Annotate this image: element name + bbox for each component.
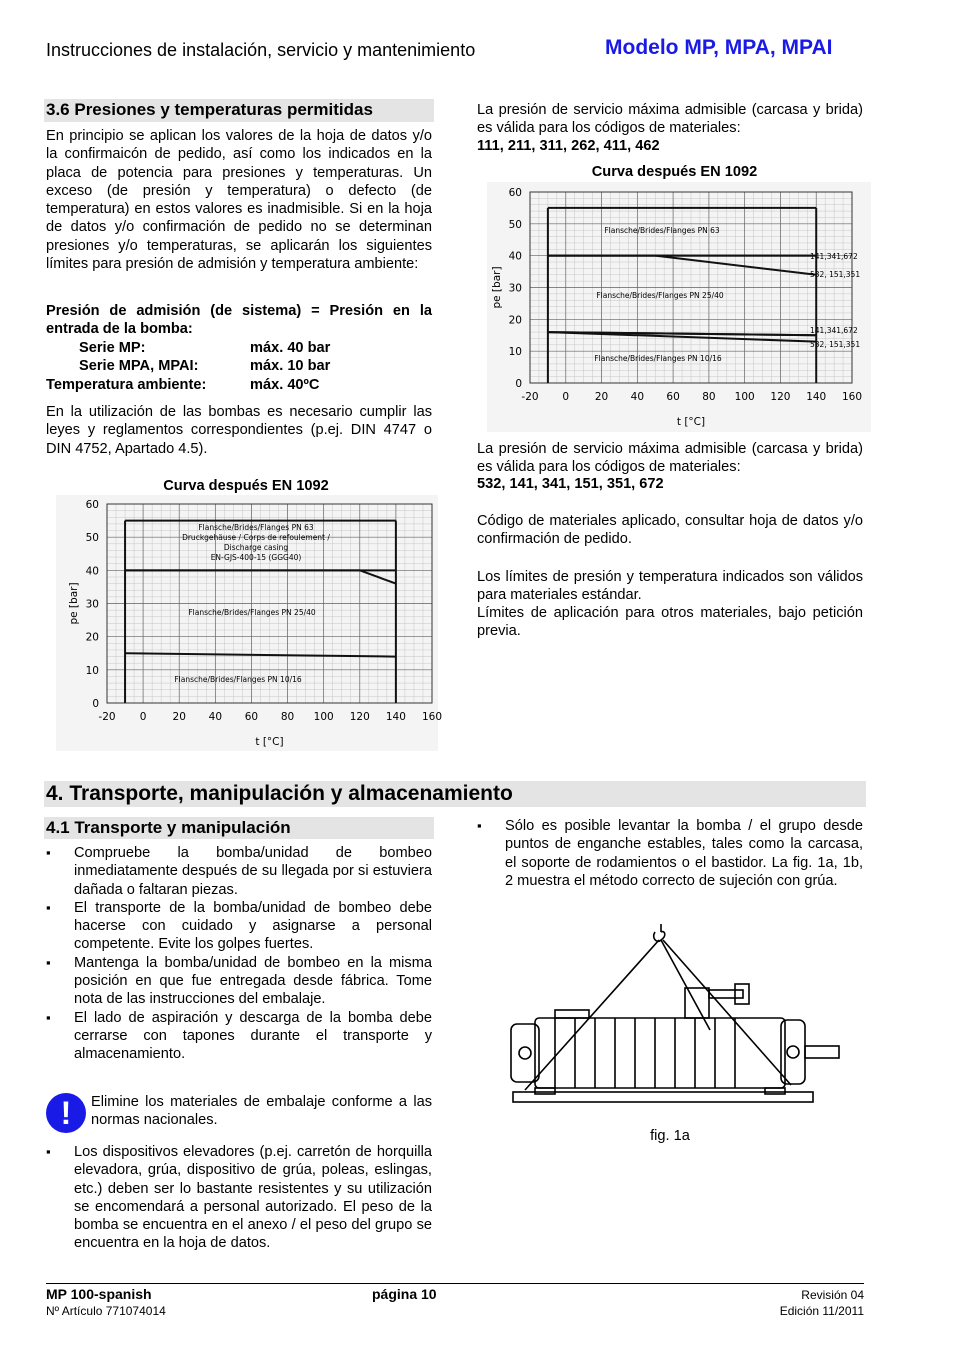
series-label: Discharge casing [223,543,289,552]
right-paragraph-3: Código de materiales aplicado, consultar hoja de datos y/o confirmación de pedido. [477,513,863,548]
right-paragraph-2: La presión de servicio máxima admisible (carcasa y brida) es válida para los códigos de materiales: [477,441,863,476]
series-label: Flansche/Brides/Flanges PN 10/16 [174,675,302,684]
chart2-title: Curva después EN 1092 [591,164,758,180]
x-tick-label: 160 [421,711,443,723]
series-label: 532, 151,351 [810,340,861,349]
series-label: Flansche/Brides/Flanges PN 25/40 [596,291,724,300]
list-item: ▪ Sólo es posible levantar la bomba / el grupo desde puntos de enganche estables, tales como la carcasa, el soporte de rodamientos o el bastidor. La fig. 1a, 1b, 2 muestra el método correcto de sujeción con grúa. [477,817,863,890]
transport-bullets-2 [46,1143,432,1253]
y-tick-label: 40 [85,565,99,578]
x-tick-label: 20 [172,711,186,723]
limit-value: máx. 40 bar [250,340,331,356]
x-tick-label: 60 [244,711,259,723]
right-paragraph-1: La presión de servicio máxima admisible (carcasa y brida) es válida para los códigos de materiales: [477,102,863,137]
x-tick-label: 80 [702,391,716,403]
header-title: Instrucciones de instalación, servicio y mantenimiento [46,40,476,60]
series-label: Flansche/Brides/Flanges PN 10/16 [594,354,722,363]
warning-icon: ! [46,1093,86,1133]
series-label: Flansche/Brides/Flanges PN 63 [198,523,314,532]
admission-title: Presión de admisión (de sistema) = Presión en la entrada de la bomba: [46,303,432,338]
y-tick-label: 10 [85,664,99,677]
y-tick-label: 60 [508,187,522,199]
x-tick-label: 120 [349,711,370,723]
limit-row [46,376,432,394]
series-label: EN-GJS-400-15 (GGG40) [210,553,302,562]
header-model: Modelo MP, MPA, MPAI [605,36,833,59]
series-label: 532, 151,351 [810,270,861,279]
pump-crane-figure [495,920,845,1130]
list-item: ▪ El lado de aspiración y descarga de la bomba debe cerrarse con tapones durante el transporte y almacenamiento. [46,1009,432,1064]
footer-revision: Revisión 04 [801,1288,864,1302]
series-label: Flansche/Brides/Flanges PN 63 [604,226,720,235]
y-tick-label: 0 [92,698,99,710]
x-tick-label: 20 [594,391,609,403]
right-paragraph-5: Límites de aplicación para otros materiales, bajo petición previa. [477,605,863,640]
material-codes-2: 532, 141, 341, 151, 351, 672 [477,476,664,492]
limit-row [46,357,432,375]
footer-page: página 10 [372,1286,437,1302]
footer-article: Nº Artículo 771074014 [46,1304,166,1318]
series-label: Druckgehäuse / Corps de refoulement / [182,533,330,542]
x-axis-label: t [°C] [676,416,706,428]
list-item: ▪ Los dispositivos elevadores (p.ej. carretón de horquilla elevadora, grúa, dispositivo de grúa, poleas, eslingas, etc.) deben ser lo bastante resistentes y su utilización se encomendará a personal autorizado. El peso de la bomba se encuentra en el anexo / el peso del grupo se encuentra en la hoja de datos. [46,1143,432,1253]
x-tick-label: 140 [385,711,406,723]
x-tick-label: 100 [734,391,755,403]
limit-key: Serie MPA, MPAI: [79,358,199,375]
footer-divider [46,1283,864,1284]
right-paragraph-4: Los límites de presión y temperatura indicados son válidos para materiales estándar. [477,569,863,604]
limit-value: máx. 40ºC [250,376,320,393]
y-tick-label: 30 [85,598,99,611]
series-label: 141,341,672 [810,326,858,335]
footer-edition: Edición 11/2011 [779,1304,864,1318]
x-tick-label: 0 [139,711,147,723]
y-tick-label: 20 [508,314,522,327]
limit-key: Temperatura ambiente: [46,376,207,393]
x-tick-label: 0 [562,391,570,403]
x-tick-label: 60 [666,391,680,403]
y-tick-label: 0 [515,378,522,390]
y-tick-label: 50 [85,532,99,545]
y-axis-label: pe [bar] [491,266,503,309]
chart-1 [56,495,443,751]
x-tick-label: 40 [208,711,223,723]
y-tick-label: 10 [508,346,522,359]
x-tick-label: 80 [280,711,295,723]
x-tick-label: -20 [98,711,116,723]
x-tick-label: 160 [841,391,863,403]
x-tick-label: 120 [770,391,791,403]
limit-row [46,339,432,357]
x-tick-label: 40 [630,391,645,403]
limits-table [46,339,432,394]
y-tick-label: 40 [508,250,522,263]
y-tick-label: 60 [85,499,99,511]
y-tick-label: 30 [508,282,522,295]
list-item: ▪ El transporte de la bomba/unidad de bombeo debe hacerse con cuidado y asignarse a personal competente. Evite los golpes fuertes. [46,899,432,954]
limit-key: Serie MP: [79,340,146,356]
x-tick-label: 100 [313,711,334,723]
x-tick-label: -20 [521,391,539,403]
y-tick-label: 20 [85,631,99,644]
chart-2 [487,182,871,432]
limit-value: máx. 10 bar [250,358,331,375]
footer-doc: MP 100-spanish [46,1286,152,1302]
intro-paragraph: En principio se aplican los valores de la hoja de datos y/o la confirmaicón de pedido, así como los indicados en la placa de potencia para presiones y temperaturas. Un exceso (de presión y temperatura) o defecto (de temperatura) en estos valores es inadmisible. Si en la hoja de datos y/o confirmación de pedido no se determinan presiones y/o temperaturas, se aplicarán los siguientes límites para presión de admisión y temperatura ambiente: [46,128,432,273]
laws-paragraph: En la utilización de las bombas es necesario cumplir las leyes y reglamentos correspondientes (p.ej. DIN 4747 o DIN 4752, Apartado 4.5). [46,404,432,457]
series-label: 141,341,672 [810,252,858,261]
x-axis-label: t [°C] [255,736,284,748]
warning-text: Elimine los materiales de embalaje conforme a las normas nacionales. [91,1094,432,1129]
section-title-4: 4. Transporte, manipulación y almacenamiento [44,781,866,807]
material-codes-1: 111, 211, 311, 262, 411, 462 [477,138,660,154]
figure-caption: fig. 1a [650,1128,690,1144]
list-item: ▪ Mantenga la bomba/unidad de bombeo en la misma posición en que fue entregada desde fábrica. Tome nota de las instrucciones del embalaje. [46,954,432,1009]
x-tick-label: 140 [806,391,827,403]
y-tick-label: 50 [508,218,522,231]
lifting-bullets [477,817,863,890]
list-item: ▪ Compruebe la bomba/unidad de bombeo inmediatamente después de su llegada por si estuviera dañada o faltaran piezas. [46,844,432,899]
y-axis-label: pe [bar] [68,582,80,625]
series-label: Flansche/Brides/Flanges PN 25/40 [188,608,316,617]
section-title-4-1: 4.1 Transporte y manipulación [44,817,434,839]
chart1-title: Curva después EN 1092 [163,478,329,494]
transport-bullets [46,844,432,1064]
section-title-3-6: 3.6 Presiones y temperaturas permitidas [44,99,434,122]
